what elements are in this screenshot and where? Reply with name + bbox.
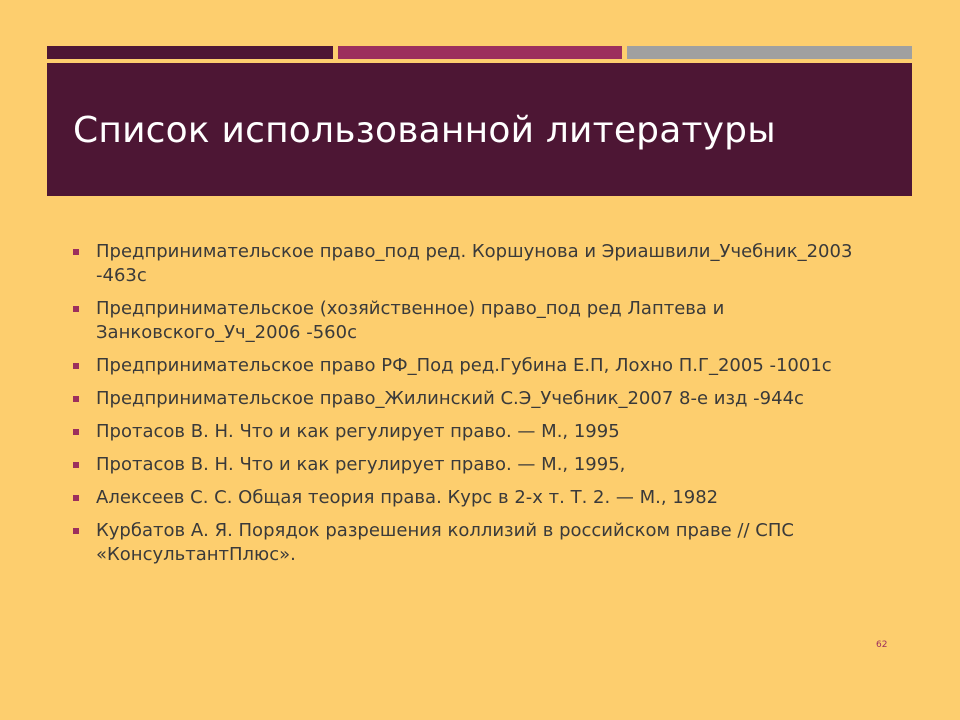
decorative-stripe-dark bbox=[47, 46, 333, 59]
square-bullet-icon bbox=[73, 396, 79, 402]
title-band bbox=[47, 63, 912, 196]
slide-title: Список использованной литературы bbox=[73, 110, 776, 151]
reference-text: Протасов В. Н. Что и как регулирует право. — М., 1995 bbox=[96, 421, 620, 442]
reference-text: Протасов В. Н. Что и как регулирует право. — М., 1995, bbox=[96, 454, 626, 475]
square-bullet-icon bbox=[73, 249, 79, 255]
page-number: 62 bbox=[876, 640, 888, 650]
decorative-stripe-magenta bbox=[338, 46, 622, 59]
reference-item bbox=[72, 387, 892, 411]
reference-text: Алексеев С. С. Общая теория права. Курс в 2-х т. Т. 2. — М., 1982 bbox=[96, 487, 719, 508]
reference-item bbox=[72, 453, 892, 477]
reference-item bbox=[72, 240, 892, 288]
reference-text: Предпринимательское (хозяйственное) право_под ред Лаптева и Занковского_Уч_2006 -560с bbox=[96, 298, 725, 343]
square-bullet-icon bbox=[73, 429, 79, 435]
reference-item bbox=[72, 297, 892, 345]
reference-item bbox=[72, 519, 892, 567]
reference-list bbox=[72, 240, 892, 576]
square-bullet-icon bbox=[73, 306, 79, 312]
reference-item bbox=[72, 354, 892, 378]
reference-text: Курбатов А. Я. Порядок разрешения коллизий в российском праве // СПС «КонсультантПлюс». bbox=[96, 520, 794, 565]
reference-text: Предпринимательское право_под ред. Коршунова и Эриашвили_Учебник_2003 -463с bbox=[96, 241, 853, 286]
square-bullet-icon bbox=[73, 363, 79, 369]
reference-text: Предпринимательское право_Жилинский С.Э_Учебник_2007 8-е изд -944с bbox=[96, 388, 804, 409]
square-bullet-icon bbox=[73, 528, 79, 534]
reference-item bbox=[72, 420, 892, 444]
square-bullet-icon bbox=[73, 462, 79, 468]
square-bullet-icon bbox=[73, 495, 79, 501]
reference-text: Предпринимательское право РФ_Под ред.Губина Е.П, Лохно П.Г_2005 -1001с bbox=[96, 355, 832, 376]
decorative-stripe-gray bbox=[627, 46, 912, 59]
reference-item bbox=[72, 486, 892, 510]
